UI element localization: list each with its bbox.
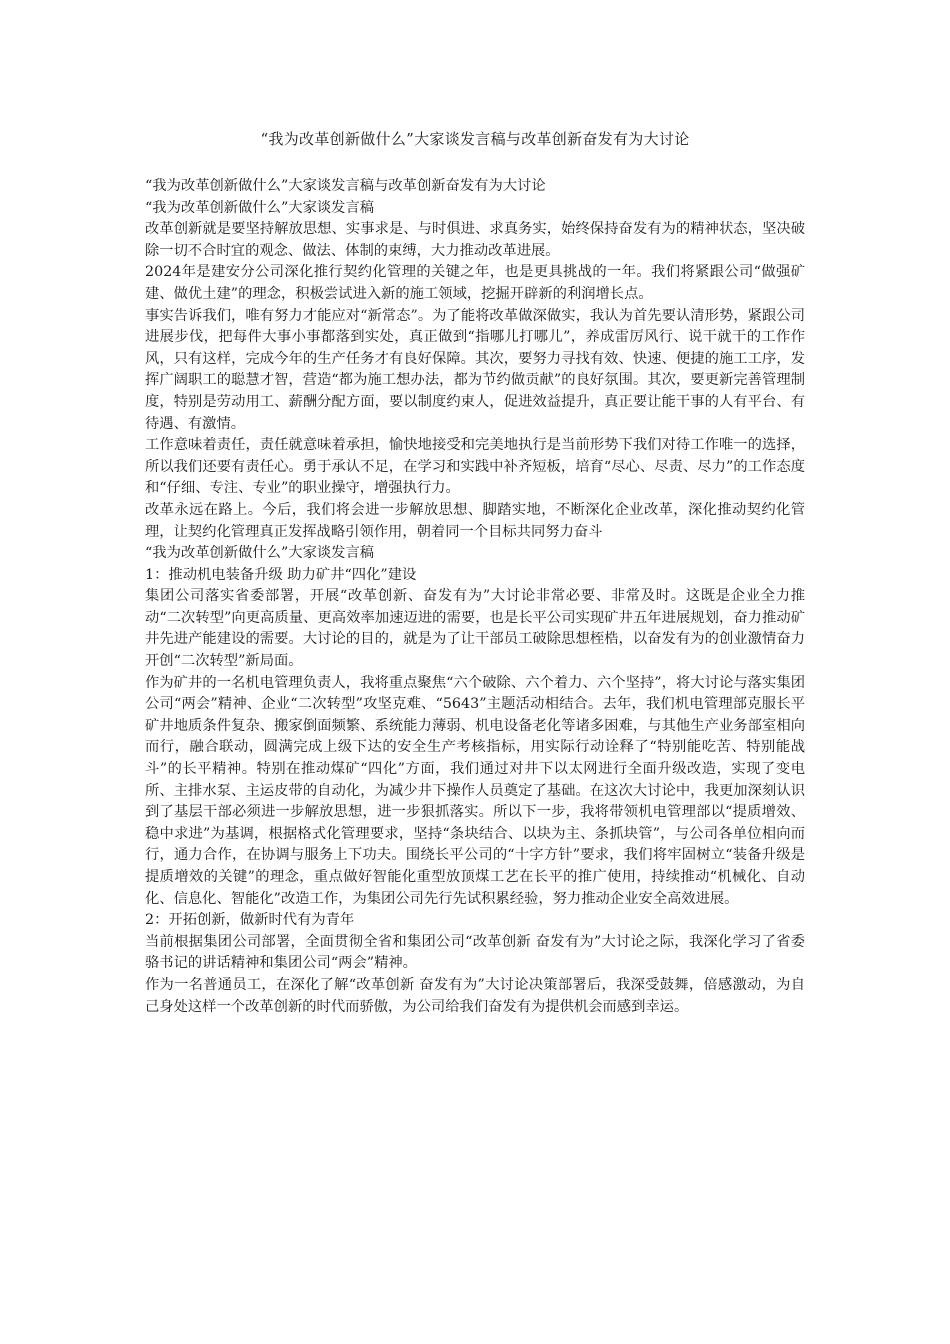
paragraph: 事实告诉我们，唯有努力才能应对“新常态”。为了能将改革做深做实，我认为首先要认清形势，紧跟公司进展步伐，把每件大事小事都落到实处，真正做到“指哪儿打哪儿”，养成雷厉风行、说干就干的工作作风，只有这样，完成今年的生产任务才有良好保障。其次，要努力寻找有效、快速、便捷的施工工序，发挥广阔职工的聪慧才智，营造“都为施工想办法，都为节约做贡献”的良好氛围。其次，要更新完善管理制度，特别是劳动用工、薪酬分配方面，要以制度约束人，促进效益提升，真正要让能干事的人有平台、有待遇、有激情。 [145,307,805,432]
section-heading: “我为改革创新做什么”大家谈发言稿 [145,199,375,216]
paragraph: 作为矿井的一名机电管理负责人，我将重点聚焦“六个破除、六个着力、六个坚持”，将大讨论与落实集团公司“两会”精神、企业“二次转型”攻坚克难、“5643”主题活动相结合。去年，我们机电管理部克服长平矿井地质条件复杂、搬家倒面频繁、系统能力薄弱、机电设备老化等诸多困难，与其他生产业务部室相向而行，融合联动，圆满完成上级下达的安全生产考核指标，用实际行动诠释了“特别能吃苦、特别能战斗”的长平精神。特别在推动煤矿“四化”方面，我们通过对井下以太网进行全面升级改造，实现了变电所、主排水泵、主运皮带的自动化，为减少井下操作人员奠定了基础。在这次大讨论中，我更加深刻认识到了基层干部必须进一步解放思想，进一步狠抓落实。所以下一步，我将带领机电管理部以“提质增效、稳中求进”为基调，根据格式化管理要求，坚持“条块结合、以块为主、条抓块管”，与公司各单位相向而行，通力合作，在协调与服务上下功夫。围绕长平公司的“十字方针”要求，我们将牢固树立“装备升级是提质增效的关键”的理念，重点做好智能化重型放顶煤工艺在长平的推广使用，持续推动“机械化、自动化、信息化、智能化”改造工作，为集团公司先行先试积累经验，努力推动企业安全高效进展。 [145,674,805,907]
section-heading: “我为改革创新做什么”大家谈发言稿 [145,545,375,562]
section-heading: 1：推动机电装备升级 助力矿井“四化”建设 [145,566,417,583]
paragraph: 改革永远在路上。今后，我们将会进一步解放思想、脚踏实地，不断深化企业改革，深化推动契约化管理，让契约化管理真正发挥战略引领作用，朝着同一个目标共同努力奋斗 [145,501,805,540]
paragraph: 集团公司落实省委部署，开展“改革创新、奋发有为”大讨论非常必要、非常及时。这既是企业全力推动“二次转型”向更高质量、更高效率加速迈进的需要，也是长平公司实现矿井五年进展规划，奋力推动矿井先进产能建设的需要。大讨论的目的，就是为了让干部员工破除思想桎梏，以奋发有为的创业激情奋力开创“二次转型”新局面。 [145,588,805,670]
subtitle-line: “我为改革创新做什么”大家谈发言稿与改革创新奋发有为大讨论 [145,178,546,194]
paragraph: 当前根据集团公司部署，全面贯彻全省和集团公司“改革创新 奋发有为”大讨论之际，我深化学习了省委骆书记的讲话精神和集团公司“两会”精神。 [145,933,805,972]
paragraph: 作为一名普通员工，在深化了解“改革创新 奋发有为”大讨论决策部署后，我深受鼓舞，倍感激动，为自己身处这样一个改革创新的时代而骄傲，为公司给我们奋发有为提供机会而感到幸运。 [145,976,805,1015]
document-body [145,176,805,1018]
paragraph: 工作意味着责任，责任就意味着承担，愉快地接受和完美地执行是当前形势下我们对待工作唯一的选择，所以我们还要有责任心。勇于承认不足，在学习和实践中补齐短板，培育“尽心、尽责、尽力”的工作态度和“仔细、专注、专业”的职业操守，增强执行力。 [145,437,805,497]
section-heading: 2：开拓创新，做新时代有为青年 [145,912,355,929]
paragraph: 2024年是建安分公司深化推行契约化管理的关键之年，也是更具挑战的一年。我们将紧跟公司“做强矿建、做优土建”的理念，积极尝试进入新的施工领域，挖掘开辟新的利润增长点。 [145,264,805,302]
document-title: “我为改革创新做什么”大家谈发言稿与改革创新奋发有为大讨论 [260,130,690,148]
paragraph: 改革创新就是要坚持解放思想、实事求是、与时俱进、求真务实，始终保持奋发有为的精神状态，坚决破除一切不合时宜的观念、做法、体制的束缚，大力推动改革进展。 [145,221,805,259]
